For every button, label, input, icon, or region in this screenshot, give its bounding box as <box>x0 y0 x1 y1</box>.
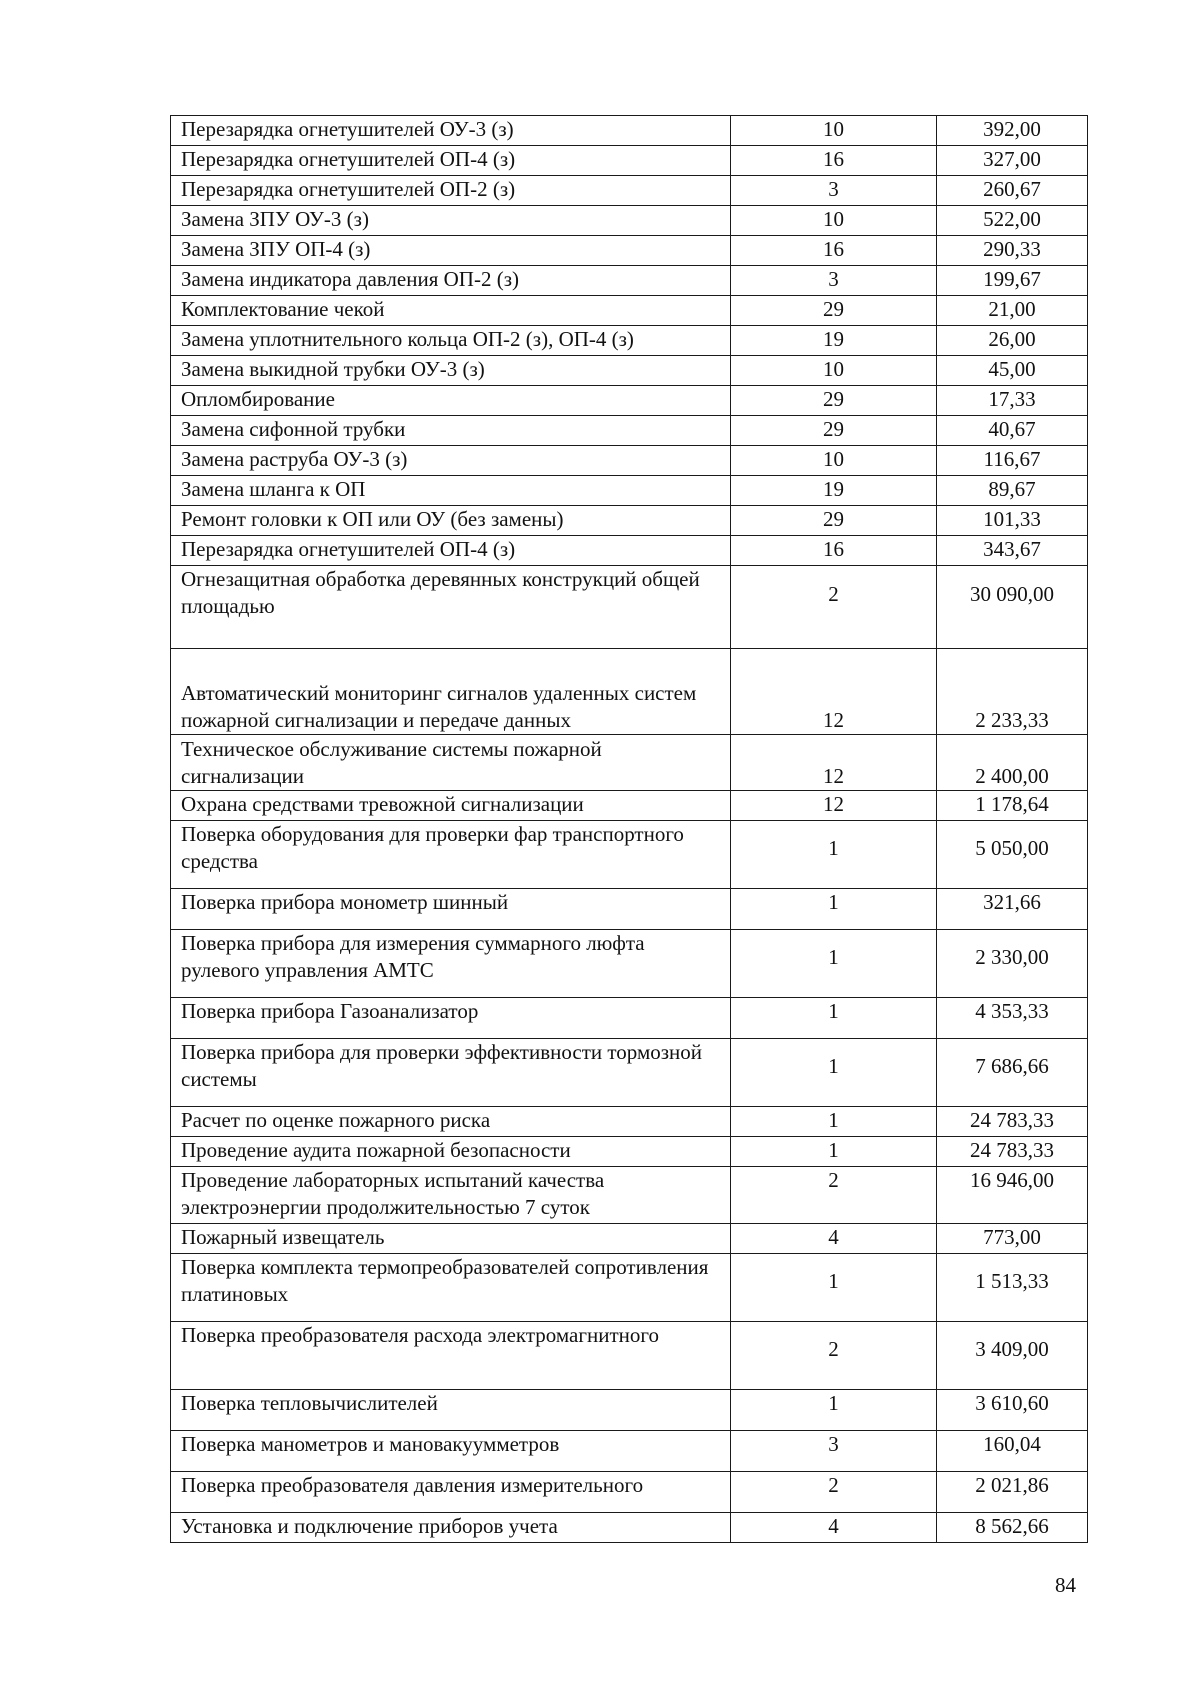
price-cell: 8 562,66 <box>937 1513 1088 1543</box>
quantity-cell: 3 <box>731 176 937 206</box>
price-cell: 2 330,00 <box>937 930 1088 998</box>
service-name-cell: Поверка прибора для измерения суммарного люфта рулевого управления АМТС <box>171 930 731 998</box>
service-name-cell: Опломбирование <box>171 386 731 416</box>
service-name-cell: Перезарядка огнетушителей ОП-2 (з) <box>171 176 731 206</box>
quantity-cell: 1 <box>731 998 937 1039</box>
service-name-cell: Ремонт головки к ОП или ОУ (без замены) <box>171 506 731 536</box>
quantity-cell: 1 <box>731 1254 937 1322</box>
table-row <box>171 1167 1088 1224</box>
service-name-cell: Охрана средствами тревожной сигнализации <box>171 791 731 821</box>
quantity-cell: 10 <box>731 356 937 386</box>
service-name-cell: Перезарядка огнетушителей ОП-4 (з) <box>171 146 731 176</box>
table-row <box>171 889 1088 930</box>
quantity-cell: 29 <box>731 416 937 446</box>
table-row <box>171 506 1088 536</box>
price-cell: 392,00 <box>937 116 1088 146</box>
price-cell: 4 353,33 <box>937 998 1088 1039</box>
table-row <box>171 735 1088 791</box>
price-cell: 30 090,00 <box>937 566 1088 649</box>
quantity-cell: 2 <box>731 1167 937 1224</box>
table-row <box>171 1254 1088 1322</box>
quantity-cell: 16 <box>731 236 937 266</box>
service-name-cell: Поверка комплекта термопреобразователей сопротивления платиновых <box>171 1254 731 1322</box>
price-cell: 1 178,64 <box>937 791 1088 821</box>
table-row <box>171 998 1088 1039</box>
quantity-cell: 10 <box>731 206 937 236</box>
quantity-cell: 19 <box>731 326 937 356</box>
service-name-cell: Поверка оборудования для проверки фар транспортного средства <box>171 821 731 889</box>
price-cell: 1 513,33 <box>937 1254 1088 1322</box>
service-name-cell: Поверка прибора Газоанализатор <box>171 998 731 1039</box>
quantity-cell: 12 <box>731 791 937 821</box>
price-cell: 24 783,33 <box>937 1107 1088 1137</box>
service-name-cell: Поверка прибора для проверки эффективности тормозной системы <box>171 1039 731 1107</box>
service-name-cell: Проведение лабораторных испытаний качества электроэнергии продолжительностью 7 суток <box>171 1167 731 1224</box>
price-cell: 2 233,33 <box>937 649 1088 735</box>
quantity-cell: 19 <box>731 476 937 506</box>
service-name-cell: Замена ЗПУ ОП-4 (з) <box>171 236 731 266</box>
price-cell: 21,00 <box>937 296 1088 326</box>
page-number: 84 <box>1055 1573 1076 1597</box>
quantity-cell: 1 <box>731 1107 937 1137</box>
table-row <box>171 416 1088 446</box>
quantity-cell: 3 <box>731 1431 937 1472</box>
price-cell: 327,00 <box>937 146 1088 176</box>
quantity-cell: 16 <box>731 536 937 566</box>
quantity-cell: 12 <box>731 735 937 791</box>
table-row <box>171 566 1088 649</box>
service-name-cell: Замена индикатора давления ОП-2 (з) <box>171 266 731 296</box>
table-row <box>171 206 1088 236</box>
table-row <box>171 1513 1088 1543</box>
service-name-cell: Техническое обслуживание системы пожарной сигнализации <box>171 735 731 791</box>
service-name-cell: Автоматический мониторинг сигналов удаленных систем пожарной сигнализации и передаче данных <box>171 649 731 735</box>
table-row <box>171 649 1088 735</box>
service-name-cell: Поверка преобразователя расхода электромагнитного <box>171 1322 731 1390</box>
table-row <box>171 476 1088 506</box>
table-row <box>171 146 1088 176</box>
table-row <box>171 1431 1088 1472</box>
table-row <box>171 1137 1088 1167</box>
service-name-cell: Замена уплотнительного кольца ОП-2 (з), ОП-4 (з) <box>171 326 731 356</box>
price-cell: 7 686,66 <box>937 1039 1088 1107</box>
table-row <box>171 930 1088 998</box>
service-name-cell: Поверка прибора монометр шинный <box>171 889 731 930</box>
quantity-cell: 29 <box>731 506 937 536</box>
price-cell: 26,00 <box>937 326 1088 356</box>
price-cell: 343,67 <box>937 536 1088 566</box>
quantity-cell: 4 <box>731 1513 937 1543</box>
table-row <box>171 236 1088 266</box>
table-row <box>171 1224 1088 1254</box>
quantity-cell: 10 <box>731 446 937 476</box>
table-row <box>171 536 1088 566</box>
quantity-cell: 12 <box>731 649 937 735</box>
service-name-cell: Огнезащитная обработка деревянных конструкций общей площадью <box>171 566 731 649</box>
table-row <box>171 1107 1088 1137</box>
price-cell: 199,67 <box>937 266 1088 296</box>
table-row <box>171 326 1088 356</box>
table-row <box>171 116 1088 146</box>
quantity-cell: 1 <box>731 821 937 889</box>
price-cell: 16 946,00 <box>937 1167 1088 1224</box>
quantity-cell: 29 <box>731 296 937 326</box>
price-cell: 522,00 <box>937 206 1088 236</box>
price-cell: 260,67 <box>937 176 1088 206</box>
quantity-cell: 1 <box>731 1137 937 1167</box>
service-name-cell: Замена шланга к ОП <box>171 476 731 506</box>
quantity-cell: 1 <box>731 930 937 998</box>
table-row <box>171 386 1088 416</box>
service-name-cell: Поверка тепловычислителей <box>171 1390 731 1431</box>
service-name-cell: Поверка манометров и мановакуумметров <box>171 1431 731 1472</box>
table-row <box>171 266 1088 296</box>
table-row <box>171 1472 1088 1513</box>
price-cell: 3 409,00 <box>937 1322 1088 1390</box>
quantity-cell: 16 <box>731 146 937 176</box>
price-cell: 290,33 <box>937 236 1088 266</box>
price-cell: 40,67 <box>937 416 1088 446</box>
service-name-cell: Пожарный извещатель <box>171 1224 731 1254</box>
price-cell: 17,33 <box>937 386 1088 416</box>
table-row <box>171 1390 1088 1431</box>
price-cell: 101,33 <box>937 506 1088 536</box>
price-cell: 2 021,86 <box>937 1472 1088 1513</box>
quantity-cell: 4 <box>731 1224 937 1254</box>
price-cell: 89,67 <box>937 476 1088 506</box>
price-cell: 3 610,60 <box>937 1390 1088 1431</box>
service-name-cell: Замена сифонной трубки <box>171 416 731 446</box>
table-row <box>171 356 1088 386</box>
table-row <box>171 791 1088 821</box>
service-name-cell: Установка и подключение приборов учета <box>171 1513 731 1543</box>
price-cell: 116,67 <box>937 446 1088 476</box>
service-name-cell: Перезарядка огнетушителей ОП-4 (з) <box>171 536 731 566</box>
quantity-cell: 1 <box>731 1039 937 1107</box>
service-name-cell: Замена раструба ОУ-3 (з) <box>171 446 731 476</box>
table-row <box>171 296 1088 326</box>
table-row <box>171 1039 1088 1107</box>
service-name-cell: Перезарядка огнетушителей ОУ-3 (з) <box>171 116 731 146</box>
table-row <box>171 1322 1088 1390</box>
price-cell: 2 400,00 <box>937 735 1088 791</box>
price-cell: 773,00 <box>937 1224 1088 1254</box>
quantity-cell: 2 <box>731 1322 937 1390</box>
service-name-cell: Поверка преобразователя давления измерительного <box>171 1472 731 1513</box>
table-row <box>171 821 1088 889</box>
service-name-cell: Комплектование чекой <box>171 296 731 326</box>
services-price-table <box>170 115 1088 1543</box>
service-name-cell: Расчет по оценке пожарного риска <box>171 1107 731 1137</box>
quantity-cell: 1 <box>731 1390 937 1431</box>
table-row <box>171 176 1088 206</box>
service-name-cell: Замена выкидной трубки ОУ-3 (з) <box>171 356 731 386</box>
price-cell: 160,04 <box>937 1431 1088 1472</box>
quantity-cell: 3 <box>731 266 937 296</box>
quantity-cell: 2 <box>731 566 937 649</box>
price-cell: 5 050,00 <box>937 821 1088 889</box>
quantity-cell: 10 <box>731 116 937 146</box>
price-cell: 45,00 <box>937 356 1088 386</box>
service-name-cell: Замена ЗПУ ОУ-3 (з) <box>171 206 731 236</box>
quantity-cell: 2 <box>731 1472 937 1513</box>
price-cell: 24 783,33 <box>937 1137 1088 1167</box>
quantity-cell: 1 <box>731 889 937 930</box>
quantity-cell: 29 <box>731 386 937 416</box>
price-cell: 321,66 <box>937 889 1088 930</box>
table-row <box>171 446 1088 476</box>
service-name-cell: Проведение аудита пожарной безопасности <box>171 1137 731 1167</box>
